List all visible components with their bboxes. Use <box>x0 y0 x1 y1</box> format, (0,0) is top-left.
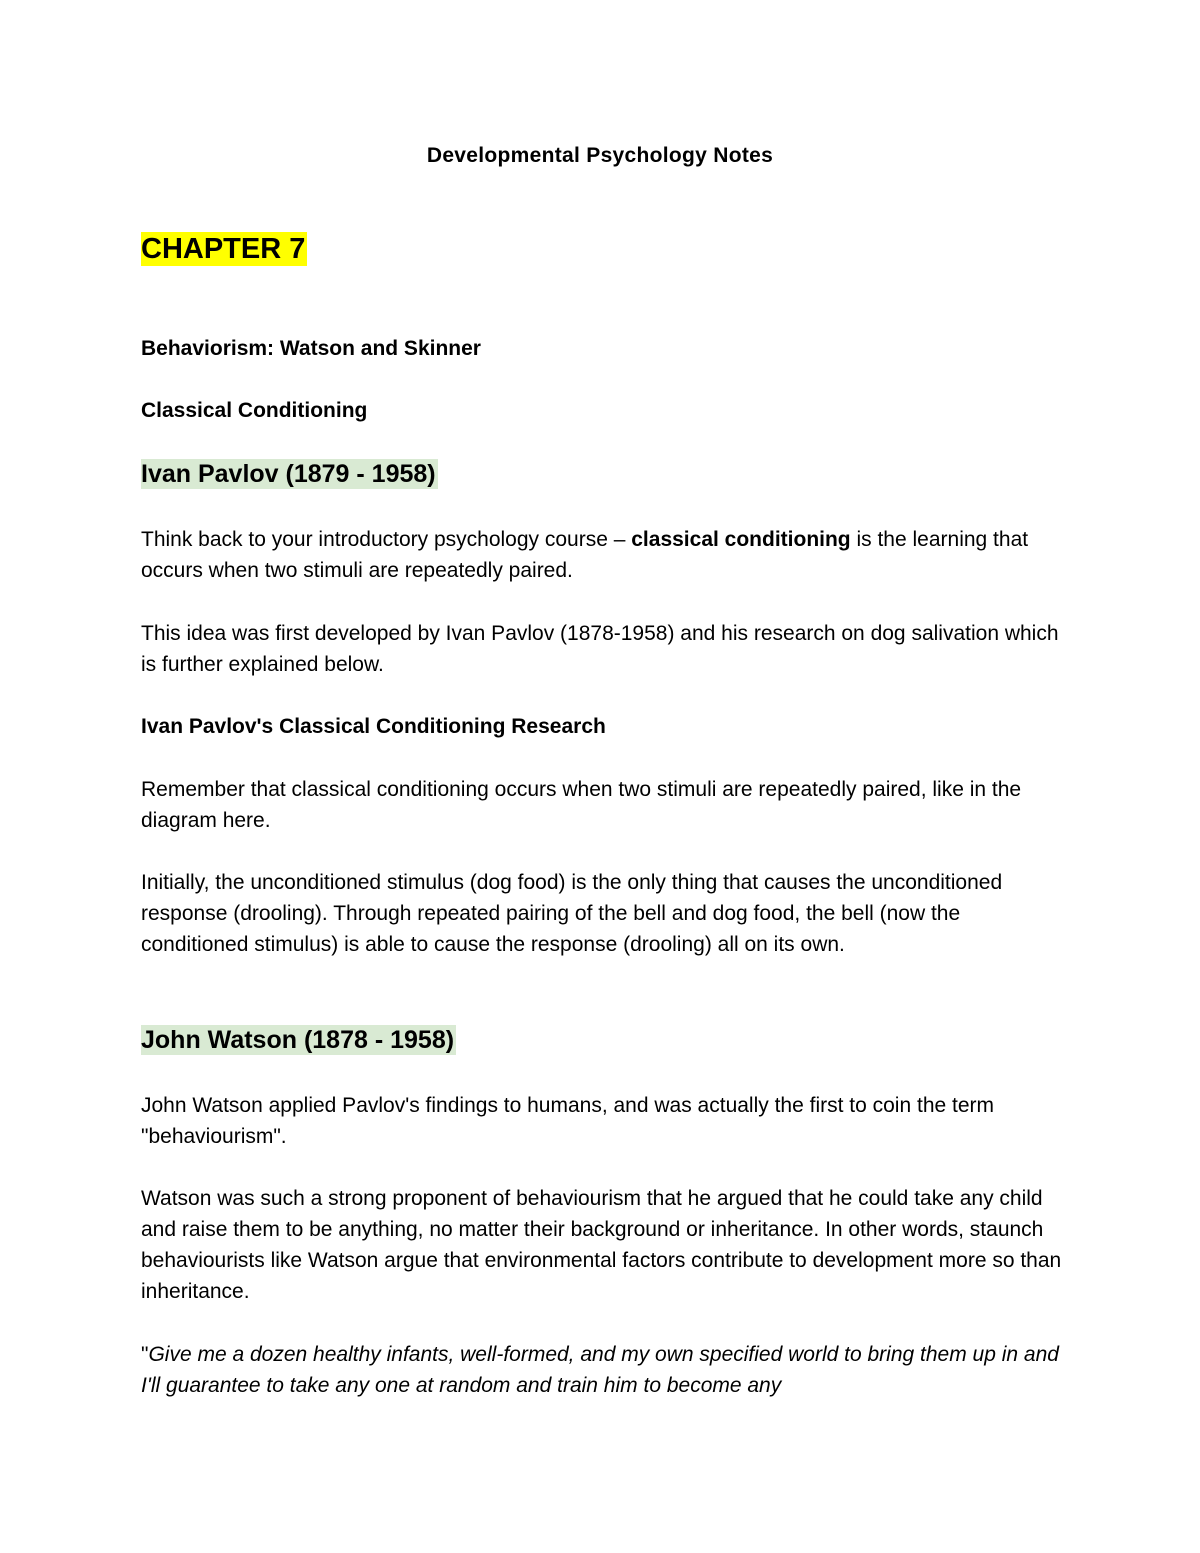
pavlov-heading-text: Ivan Pavlov (1879 - 1958) <box>141 460 436 488</box>
chapter-heading <box>141 229 307 269</box>
pavlov-paragraph-4: Initially, the unconditioned stimulus (dog food) is the only thing that causes the unconditioned response (drooling). Through repeated pairing of the bell and dog food, the bell (now the conditioned stimulus) is able to cause the response (drooling) all on its own. <box>141 871 1003 956</box>
behaviorism-heading: Behaviorism: Watson and Skinner <box>141 337 481 360</box>
document-title: Developmental Psychology Notes <box>426 144 774 167</box>
watson-heading <box>141 1023 456 1057</box>
watson-paragraph-1: John Watson applied Pavlov's findings to humans, and was actually the first to coin the term "behaviourism". <box>141 1094 995 1148</box>
quote-text: Give me a dozen healthy infants, well-formed, and my own specified world to bring them up in and I'll guarantee to take any one at random and train him to become any <box>141 1343 1059 1397</box>
watson-heading-text: John Watson (1878 - 1958) <box>141 1026 455 1054</box>
pavlov-paragraph-3: Remember that classical conditioning occurs when two stimuli are repeatedly paired, like in the diagram here. <box>141 778 1022 832</box>
pavlov-paragraph-1 <box>141 524 1071 586</box>
quote-open-mark: " <box>141 1343 149 1366</box>
chapter-label: CHAPTER 7 <box>141 233 306 265</box>
watson-paragraph-2: Watson was such a strong proponent of behaviourism that he argued that he could take any child and raise them to be anything, no matter their background or inheritance. In other words, staunch behaviourists like Watson argue that environmental factors contribute to development more so than inheritance. <box>141 1187 1062 1303</box>
pavlov-heading <box>141 457 438 491</box>
pavlov-research-heading: Ivan Pavlov's Classical Conditioning Research <box>141 715 606 738</box>
pavlov-paragraph-2: This idea was first developed by Ivan Pavlov (1878-1958) and his research on dog salivation which is further explained below. <box>141 622 1059 676</box>
pavlov-p1-text-end: is the learning that occurs when two stimuli are repeatedly paired. <box>141 528 1029 582</box>
classical-conditioning-term: classical conditioning <box>631 528 851 551</box>
pavlov-p1-text-start: Think back to your introductory psychology course – <box>141 528 632 551</box>
watson-quote <box>141 1339 1071 1401</box>
classical-conditioning-heading: Classical Conditioning <box>141 399 368 422</box>
